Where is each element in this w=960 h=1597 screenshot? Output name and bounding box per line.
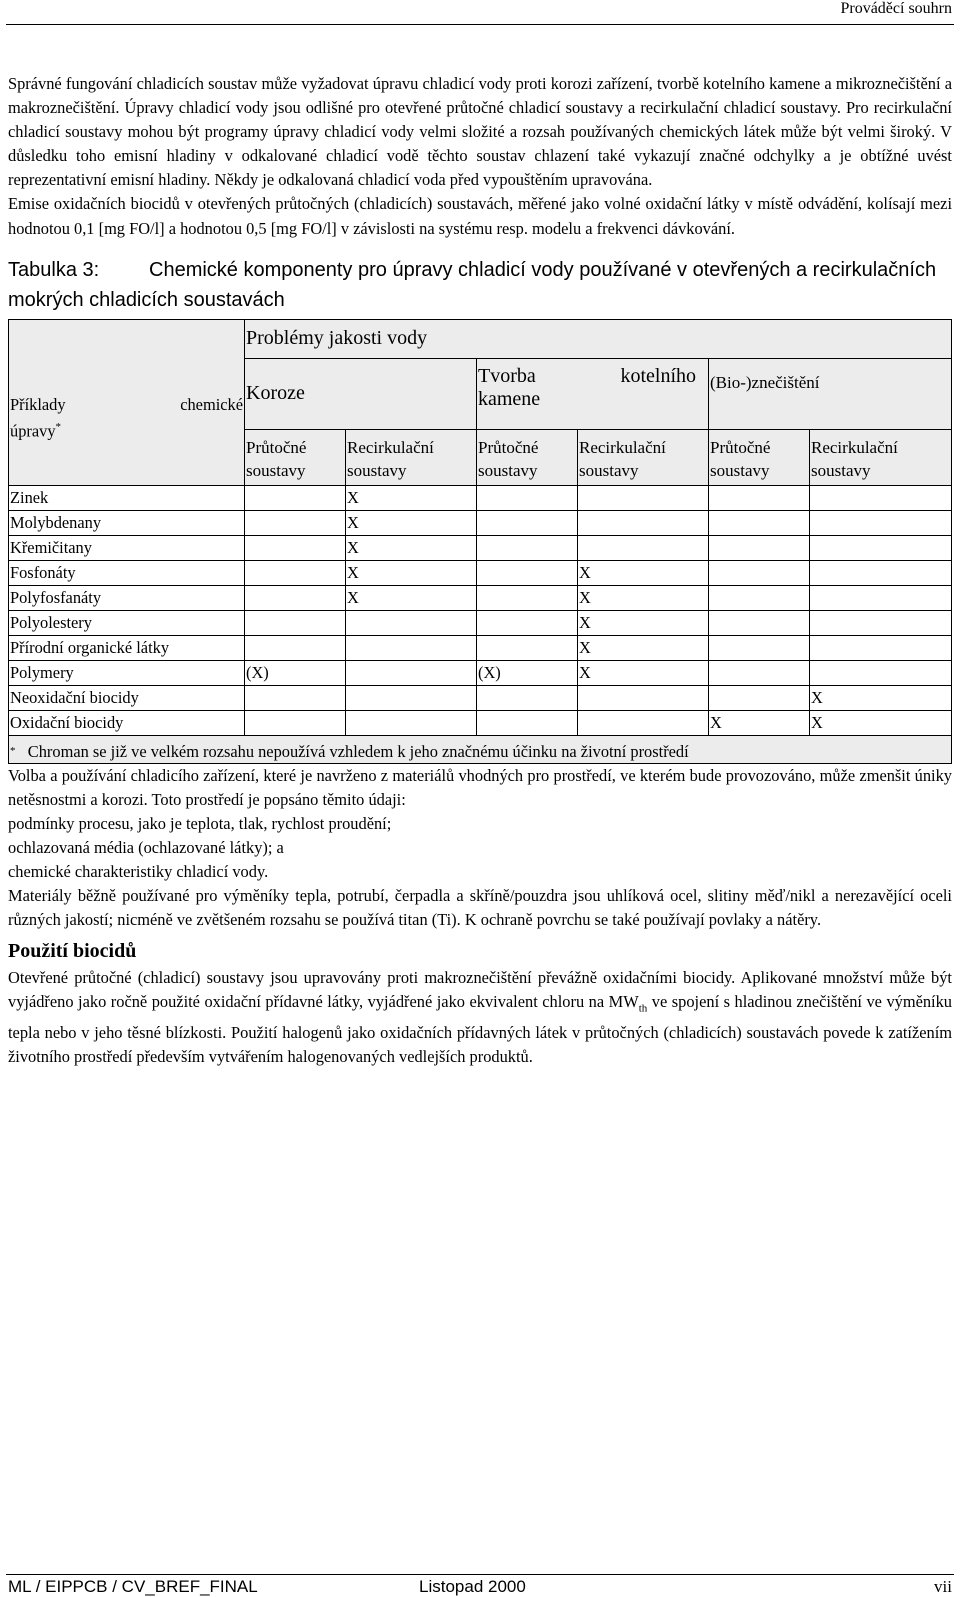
body-paragraph-1: Volba a používání chladicího zařízení, které je navrženo z materiálů vhodných pro prostředí, ve kterém bude provozováno, může zmenšit úniky netěsnostmi a korozi. Toto prostředí je popsáno těmito údaji: [8, 765, 952, 809]
table-cell [245, 485, 346, 510]
table-caption-text: Chemické komponenty pro úpravy chladicí vody používané v otevřených a recirkulačních mokrých chladicích soustavách [8, 258, 937, 311]
row-label: Polymery [9, 660, 245, 685]
table-caption-label: Tabulka 3: [8, 258, 100, 281]
table-cell [346, 610, 477, 635]
table-cell: X [346, 585, 477, 610]
table-row [9, 660, 952, 685]
table-cell: X [578, 660, 709, 685]
table-cell [477, 535, 578, 560]
table-cell [477, 560, 578, 585]
row-header-chemical: chemické [180, 395, 243, 415]
table-body [9, 485, 952, 735]
footnote-mark: * [10, 744, 16, 757]
row-label: Přírodní organické látky [9, 635, 245, 660]
table-cell [709, 485, 810, 510]
table-cell [578, 510, 709, 535]
table-cell [245, 610, 346, 635]
row-label: Oxidační biocidy [9, 710, 245, 735]
footnote-text: Chroman se již ve velkém rozsahu nepoužívá vzhledem k jeho značnému účinku na životní prostředí [27, 741, 689, 761]
table-cell [810, 535, 952, 560]
table-row [9, 635, 952, 660]
table-row [9, 610, 952, 635]
col-header-koroze: Koroze [245, 358, 477, 429]
table-cell: X [578, 560, 709, 585]
row-header-footnote-mark: * [55, 421, 62, 434]
body-paragraph-2: Materiály běžně používané pro výměníky tepla, potrubí, čerpadla a skříně/pouzdra jsou uhlíková ocel, slitiny měď/nikl a nerezavějící oceli různých jakostí; nicméně ve zvětšeném rozsahu se používá titan (Ti). K ochraně povrchu se také používají povlaky a nátěry. [8, 886, 952, 930]
table-cell [245, 510, 346, 535]
footer-page-number: vii [934, 1577, 952, 1596]
subheader-bio-recirkulacni: Recirkulační soustavy [810, 429, 952, 485]
intro-paragraph-2: Emise oxidačních biocidů v otevřených průtočných (chladicích) soustavách, měřené jako volné oxidační látky v místě odvádění, kolísají mezi hodnotou 0,1 [mg FO/l] a hodnotou 0,5 [mg FO/l] v závislosti na systému resp. modelu a frekvenci dávkování. [8, 194, 952, 238]
section-heading: Použití biocidů [8, 940, 137, 963]
table-cell [810, 510, 952, 535]
table-cell [709, 560, 810, 585]
table-cell: X [578, 635, 709, 660]
table-cell [578, 535, 709, 560]
section-paragraph-subscript: th [638, 1002, 648, 1015]
table-cell [346, 710, 477, 735]
row-label: Fosfonáty [9, 560, 245, 585]
table-row [9, 710, 952, 735]
table-footnote [9, 735, 952, 763]
table-cell: (X) [477, 660, 578, 685]
row-label: Polyolestery [9, 610, 245, 635]
table-cell: X [709, 710, 810, 735]
table-row [9, 560, 952, 585]
table-cell [709, 635, 810, 660]
table-cell [810, 560, 952, 585]
table-cell: X [810, 685, 952, 710]
table-cell: (X) [245, 660, 346, 685]
footer-document-id: ML / EIPPCB / CV_BREF_FINAL [8, 1577, 258, 1596]
row-header-examples: Příklady [10, 395, 66, 415]
table-cell [245, 535, 346, 560]
table-cell: X [346, 485, 477, 510]
subheader-koroze-recirkulacni: Recirkulační soustavy [346, 429, 477, 485]
table-row [9, 535, 952, 560]
table-cell [245, 560, 346, 585]
table-cell [810, 585, 952, 610]
table-cell: X [346, 560, 477, 585]
table-cell: X [346, 510, 477, 535]
col-header-tvorba-kamene [477, 358, 709, 429]
table-row [9, 585, 952, 610]
section-paragraph-part-1: Otevřené průtočné (chladicí) soustavy jsou upravovány proti makroznečištění převážně oxidačními biocidy. Aplikované množství může být vyjádřeno jako ročně použité oxidační přídavné látky, vyjádřené jako ekvivalent chloru na MW [8, 968, 952, 1012]
table-cell [477, 610, 578, 635]
row-label: Molybdenany [9, 510, 245, 535]
table-cell [578, 685, 709, 710]
table-cell: X [810, 710, 952, 735]
section-paragraph-part-2: ve spojení s hladinou znečištění ve výměníku tepla nebo v jeho těsné blízkosti. Použití halogenů jako oxidačních přídavných látek v průtočných (chladicích) soustavách povede k zatížením životního prostředí především vytvářením halogenovaných vedlejších produktů. [8, 992, 953, 1066]
table-cell [346, 660, 477, 685]
group-header-water-quality: Problémy jakosti vody [245, 319, 952, 358]
chemical-treatment-table [8, 319, 952, 764]
table-cell [810, 610, 952, 635]
col-header-bioznecisteni: (Bio-)znečištění [709, 358, 952, 429]
table-row [9, 485, 952, 510]
table-cell [477, 510, 578, 535]
col-header-tvorba-3: kamene [478, 387, 541, 410]
condition-item-2: ochlazovaná média (ochlazované látky); a [8, 837, 284, 857]
table-cell [578, 710, 709, 735]
footer-rule [6, 1574, 954, 1575]
table-cell [810, 660, 952, 685]
table-cell [578, 485, 709, 510]
table-cell [709, 610, 810, 635]
page-content [8, 72, 952, 1069]
table-cell [709, 510, 810, 535]
row-label: Křemičitany [9, 535, 245, 560]
row-label: Polyfosfanáty [9, 585, 245, 610]
table-cell [245, 635, 346, 660]
table-cell [245, 685, 346, 710]
table-cell [709, 585, 810, 610]
table-cell [477, 485, 578, 510]
subheader-kamen-recirkulacni: Recirkulační soustavy [578, 429, 709, 485]
subheader-koroze-prutocne: Průtočné soustavy [245, 429, 346, 485]
intro-paragraph-1: Správné fungování chladicích soustav může vyžadovat úpravu chladicí vody proti korozi zařízení, tvorbě kotelního kamene a mikroznečištění a makroznečištění. Úpravy chladicí vody jsou odlišné pro otevřené průtočné chladicí soustavy a recirkulační chladicí soustavy. Pro recirkulační chladicí soustavy mohou být programy úpravy chladicí vody velmi složité a rozsah používaných chemických látek může být velmi široký. V důsledku toho emisní hladiny v odkalované chladicí vodě těchto soustav chlazení také vykazují značné odchylky a je obtížné uvést reprezentativní emisní hladiny. Někdy je odkalovaná chladicí voda před vypouštěním upravována. [8, 74, 952, 190]
table-cell [245, 710, 346, 735]
table-cell: X [346, 535, 477, 560]
col-header-tvorba-2: kotelního [620, 364, 696, 387]
subheader-bio-prutocne: Průtočné soustavy [709, 429, 810, 485]
table-cell [346, 635, 477, 660]
table-cell: X [578, 610, 709, 635]
table-cell: X [578, 585, 709, 610]
table-cell [810, 485, 952, 510]
table-caption [8, 255, 952, 315]
table-cell [346, 685, 477, 710]
condition-item-3: chemické charakteristiky chladicí vody. [8, 862, 269, 882]
table-row [9, 685, 952, 710]
table-cell [810, 635, 952, 660]
subheader-kamen-prutocne: Průtočné soustavy [477, 429, 578, 485]
table-cell [477, 635, 578, 660]
table-cell [477, 585, 578, 610]
col-header-tvorba-1: Tvorba [478, 364, 536, 387]
row-label: Zinek [9, 485, 245, 510]
table-cell [477, 710, 578, 735]
row-label: Neoxidační biocidy [9, 685, 245, 710]
table-row [9, 510, 952, 535]
condition-item-1: podmínky procesu, jako je teplota, tlak, rychlost proudění; [8, 813, 392, 833]
header-rule [6, 24, 954, 25]
footer-date: Listopad 2000 [419, 1577, 526, 1596]
running-header: Prováděcí souhrn [840, 0, 952, 17]
row-header-treatment: úpravy [10, 421, 56, 441]
row-header-cell [9, 319, 245, 485]
table-cell [245, 585, 346, 610]
table-cell [709, 535, 810, 560]
section-paragraph [8, 966, 952, 1069]
table-cell [477, 685, 578, 710]
table-cell [709, 660, 810, 685]
table-cell [709, 685, 810, 710]
